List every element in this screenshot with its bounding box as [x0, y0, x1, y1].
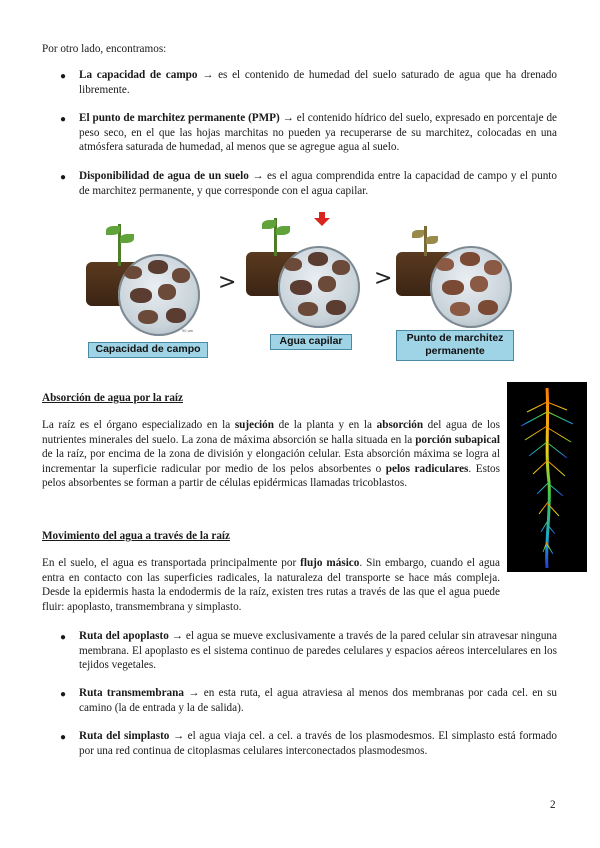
bullet-apoplasto [79, 629, 557, 673]
page-number: 2 [550, 799, 556, 811]
soil-particle [158, 284, 176, 300]
plant-leaf [412, 230, 424, 238]
bullet-simplasto [79, 729, 557, 758]
soil-water-figure [78, 214, 548, 364]
soil-particle [450, 302, 470, 316]
text-run-bold: pelos radiculares [385, 462, 469, 475]
bullet-dot: ● [60, 114, 67, 125]
bullet-transmembrana [79, 686, 557, 715]
text-run-bold: absorción [376, 419, 424, 431]
soil-particle [484, 260, 502, 275]
bullet-term: Ruta del apoplasto [79, 630, 169, 642]
text-run-bold: flujo másico [300, 557, 360, 569]
root-fluorescence-image [507, 382, 587, 572]
soil-pore-circle [278, 246, 360, 328]
soil-particle [460, 252, 480, 266]
bullet-dot: ● [60, 689, 67, 700]
root-image-drawing [507, 382, 587, 572]
soil-particle [308, 252, 328, 266]
soil-particle [326, 300, 346, 315]
bullet-term: El punto de marchitez permanente (PMP) [79, 112, 280, 124]
plant-leaf [120, 234, 134, 243]
arrow-glyph: → [188, 687, 200, 699]
arrow-glyph: → [202, 69, 214, 81]
soil-particle [138, 310, 158, 324]
arrow-glyph: → [282, 112, 294, 124]
scale-label: 50 µm [182, 329, 194, 333]
soil-pore-circle [430, 246, 512, 328]
text-run: de la raíz, por encima de la zona de división y elongación celular. Esta absorción máxima se logra al incrementar la superficie radicular por medio de los pelos absorbentes o [42, 448, 500, 475]
bullet-text: es el contenido de humedad del suelo saturado de agua que ha drenado libremente. [79, 69, 557, 96]
arrow-glyph: → [252, 170, 264, 182]
heading-movimiento: Movimiento del agua a través de la raíz [42, 530, 230, 542]
bullet-text: en esta ruta, el agua atraviesa al menos dos membranas por cada cel. en su camino (la de entrada y la de salida). [79, 687, 558, 714]
intro-text: Por otro lado, encontramos: [42, 43, 167, 55]
soil-particle [470, 276, 488, 292]
plant-leaf [276, 226, 290, 235]
soil-particle [442, 280, 464, 295]
bullet-term: La capacidad de campo [79, 69, 198, 81]
soil-particle [148, 260, 168, 274]
bullet-dot: ● [60, 732, 67, 743]
bullet-text: el agua se mueve exclusivamente a través de la pared celular sin atravesar ninguna membrana. El apoplasto es el sistema continuo de paredes celulares y espacios aéreos intercelulares en los tejidos vegetales. [79, 630, 557, 672]
soil-particle [166, 308, 186, 323]
text-run: del agua de los nutrientes minerales del suelo. La zona de máxima absorción se halla situada en la [42, 419, 500, 446]
plant-leaf [106, 226, 120, 235]
label-capacidad-campo: Capacidad de campo [88, 342, 208, 358]
soil-particle [478, 300, 498, 315]
soil-particle [318, 276, 336, 292]
plant-leaf [262, 220, 276, 229]
label-punto-marchitez: Punto de marchitez permanente [396, 330, 514, 361]
bullet-dot: ● [60, 71, 67, 82]
soil-particle [172, 268, 190, 283]
comparator-greater: > [218, 270, 237, 295]
text-run-bold: sujeción [234, 419, 274, 431]
label-agua-capilar: Agua capilar [270, 334, 352, 350]
red-arrow-icon [314, 212, 330, 226]
paragraph-absorcion [42, 418, 500, 491]
arrow-glyph: → [172, 730, 185, 742]
comparator-greater: > [374, 266, 393, 291]
bullet-text: el contenido hídrico del suelo, expresado en porcentaje de peso seco, en el que las hojas marchitas no pueden ya recuperarse de su marchitez, colocadas en una atmósfera saturada de humedad, al menos que se agregue agua al suelo. [79, 112, 558, 154]
text-run: . Estos pelos absorbentes se forman a partir de células epidérmicas llamadas tricoblastos. [42, 462, 500, 490]
soil-particle [290, 280, 312, 295]
text-run-bold: porción subapical [415, 433, 500, 446]
soil-particle [298, 302, 318, 316]
soil-particle [130, 288, 152, 303]
bullet-dot: ● [60, 172, 67, 183]
bullet-text: el agua viaja cel. a cel. a través de los plasmodesmos. El simplasto está formado por una red continua de citoplasmas celulares interconectados plasmodesmos. [79, 730, 557, 757]
bullet-term: Disponibilidad de agua de un suelo [79, 170, 249, 182]
bullet-pmp [79, 111, 557, 155]
bullet-term: Ruta del simplasto [79, 730, 170, 742]
bullet-dot: ● [60, 632, 67, 643]
text-run: En el suelo, el agua es transportada principalmente por [42, 557, 301, 569]
paragraph-movimiento [42, 556, 500, 614]
soil-particle [332, 260, 350, 275]
bullet-capacidad-campo [79, 68, 557, 97]
text-run: . Sin embargo, cuando el agua entra en contacto con las superficies radicales, la naturaleza del transporte se hace más compleja. Desde la epidermis hasta la endodermis de la raíz, existen tres rutas a través de las que el agua puede fluir: apoplasto, transmembrana y simplasto. [42, 557, 500, 613]
plant-leaf [426, 236, 438, 244]
heading-absorcion: Absorción de agua por la raíz [42, 392, 183, 404]
bullet-term: Ruta transmembrana [79, 687, 184, 699]
bullet-disponibilidad [79, 169, 557, 198]
soil-particle [284, 258, 302, 271]
soil-particle [124, 266, 142, 279]
text-run: de la planta y en la [273, 419, 377, 431]
text-run: La raíz es el órgano especializado en la [42, 419, 235, 431]
soil-particle [436, 258, 454, 271]
arrow-glyph: → [171, 630, 183, 642]
bullet-text: es el agua comprendida entre la capacidad de campo y el punto de marchitez permanente, y que corresponde con el agua capilar. [79, 170, 558, 197]
